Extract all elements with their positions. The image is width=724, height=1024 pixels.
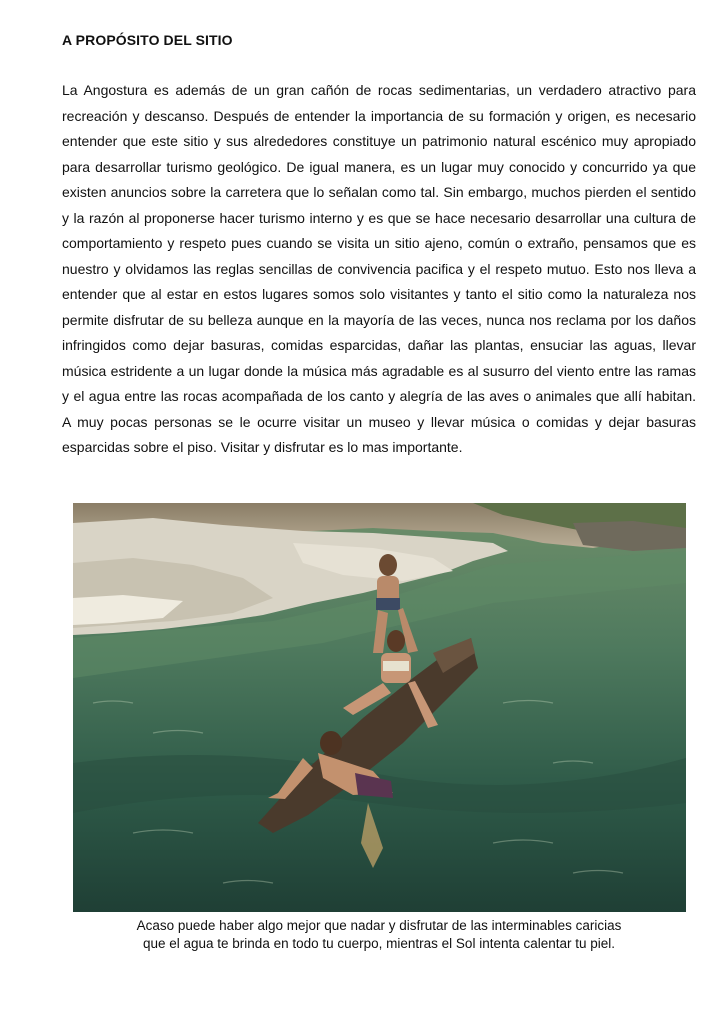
page-heading: A PROPÓSITO DEL SITIO — [62, 32, 233, 48]
caption-line-1: Acaso puede haber algo mejor que nadar y disfrutar de las interminables caricias — [136, 918, 622, 933]
river-photo — [73, 503, 686, 912]
photo-caption — [62, 917, 696, 953]
body-paragraph: La Angostura es además de un gran cañón de rocas sedimentarias, un verdadero atractivo para recreación y descanso. Después de entender la importancia de su formación y origen, es necesario entender que este sitio y sus alrededores constituye un patrimonio natural escénico muy apropiado para desarrollar turismo geológico. De igual manera, es un lugar muy conocido y concurrido ya que existen anuncios sobre la carretera que lo señalan como tal. Sin embargo, muchos pierden el sentido y la razón al proponerse hacer turismo interno y es que se hace necesario desarrollar una cultura de comportamiento y respeto pues cuando se visita un sitio ajeno, común o extraño, pensamos que es nuestro y olvidamos las reglas sencillas de convivencia pacifica y el respeto mutuo. Esto nos lleva a entender que al estar en estos lugares somos solo visitantes y tanto el sitio como la naturaleza nos permite disfrutar de su belleza aunque en la mayoría de las veces, nunca nos reclama por los daños infringidos como dejar basuras, comidas esparcidas, dañar las plantas, ensuciar las aguas, llevar música estridente a un lugar donde la música más agradable es al susurro del viento entre las ramas y el agua entre las rocas acompañada de los canto y alegría de las aves o animales que allí habitan. A muy pocas personas se le ocurre visitar un museo y llevar música o comidas y dejar basuras esparcidas sobre el piso. Visitar y disfrutar es lo mas importante. — [62, 82, 696, 455]
caption-line-2: que el agua te brinda en todo tu cuerpo, mientras el Sol intenta calentar tu piel. — [142, 936, 616, 951]
